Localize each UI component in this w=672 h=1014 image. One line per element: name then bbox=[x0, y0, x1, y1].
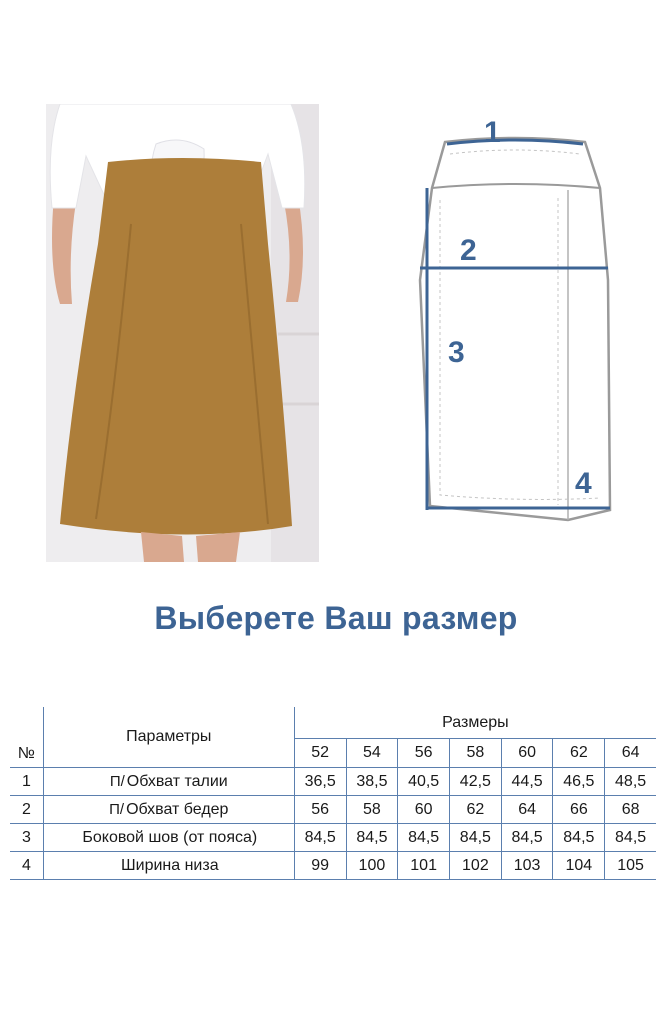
value-cell: 84,5 bbox=[501, 824, 553, 852]
value-cell: 44,5 bbox=[501, 768, 553, 796]
value-cell: 40,5 bbox=[398, 768, 450, 796]
diagram-label-4: 4 bbox=[575, 467, 592, 500]
table-row bbox=[10, 824, 656, 852]
diagram-label-1: 1 bbox=[484, 116, 501, 149]
product-photo bbox=[46, 104, 319, 562]
size-cell: 56 bbox=[398, 739, 450, 768]
value-cell: 36,5 bbox=[294, 768, 346, 796]
value-cell: 60 bbox=[398, 796, 450, 824]
value-cell: 84,5 bbox=[294, 824, 346, 852]
size-cell: 62 bbox=[553, 739, 605, 768]
value-cell: 105 bbox=[605, 852, 656, 880]
value-cell: 84,5 bbox=[346, 824, 398, 852]
table-header-row bbox=[10, 707, 656, 739]
value-cell: 68 bbox=[605, 796, 656, 824]
value-cell: 102 bbox=[450, 852, 502, 880]
size-cell: 60 bbox=[501, 739, 553, 768]
row-param bbox=[43, 824, 294, 852]
value-cell: 99 bbox=[294, 852, 346, 880]
value-cell: 38,5 bbox=[346, 768, 398, 796]
row-param-label: Ширина низа bbox=[120, 856, 219, 874]
row-param bbox=[43, 852, 294, 880]
half-measure-mark: П/ bbox=[109, 772, 125, 790]
value-cell: 84,5 bbox=[553, 824, 605, 852]
size-cell: 64 bbox=[605, 739, 656, 768]
value-cell: 104 bbox=[553, 852, 605, 880]
size-table bbox=[10, 707, 656, 880]
row-number: 4 bbox=[10, 852, 43, 880]
row-number: 1 bbox=[10, 768, 43, 796]
value-cell: 56 bbox=[294, 796, 346, 824]
row-param-label: Обхват бедер bbox=[126, 800, 229, 818]
value-cell: 66 bbox=[553, 796, 605, 824]
value-cell: 64 bbox=[501, 796, 553, 824]
value-cell: 100 bbox=[346, 852, 398, 880]
value-cell: 46,5 bbox=[553, 768, 605, 796]
params-header: Параметры bbox=[43, 707, 294, 768]
size-cell: 58 bbox=[450, 739, 502, 768]
value-cell: 48,5 bbox=[605, 768, 656, 796]
value-cell: 62 bbox=[450, 796, 502, 824]
page-title: Выберете Ваш размер bbox=[154, 600, 518, 636]
table-row bbox=[10, 852, 656, 880]
table-row bbox=[10, 796, 656, 824]
size-cell: 52 bbox=[294, 739, 346, 768]
diagram-label-3: 3 bbox=[448, 336, 465, 369]
half-measure-mark: П/ bbox=[109, 800, 125, 818]
value-cell: 84,5 bbox=[605, 824, 656, 852]
row-param bbox=[43, 768, 294, 796]
sizes-header: Размеры bbox=[294, 707, 656, 739]
value-cell: 84,5 bbox=[450, 824, 502, 852]
value-cell: 58 bbox=[346, 796, 398, 824]
row-param bbox=[43, 796, 294, 824]
row-number: 2 bbox=[10, 796, 43, 824]
value-cell: 42,5 bbox=[450, 768, 502, 796]
value-cell: 101 bbox=[398, 852, 450, 880]
skirt-measurement-diagram bbox=[400, 100, 640, 530]
value-cell: 103 bbox=[501, 852, 553, 880]
num-header: № bbox=[17, 745, 35, 762]
row-number: 3 bbox=[10, 824, 43, 852]
value-cell: 84,5 bbox=[398, 824, 450, 852]
size-cell: 54 bbox=[346, 739, 398, 768]
table-row bbox=[10, 768, 656, 796]
row-param-label: Обхват талии bbox=[126, 772, 228, 790]
diagram-label-2: 2 bbox=[460, 234, 477, 267]
row-param-label: Боковой шов (от пояса) bbox=[82, 828, 258, 846]
